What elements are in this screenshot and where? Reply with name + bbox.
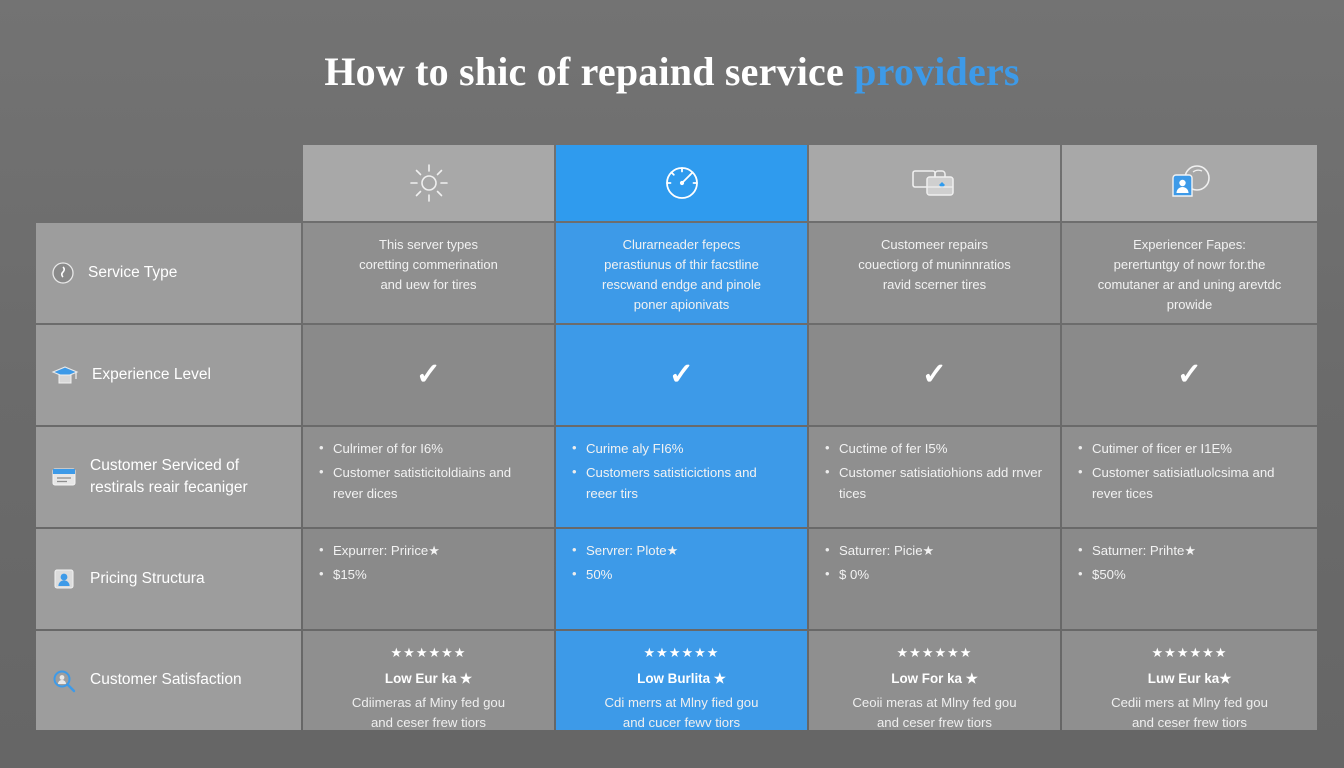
cell-service-type-col2: Clurarneader fepecs perastiunus of thir facstline rescwand endge and pinole poner apionivats <box>556 223 807 323</box>
row-label-text: Customer Satisfaction <box>90 671 242 689</box>
star-rating: ★★★★★★ <box>390 645 467 660</box>
column-header-3[interactable] <box>809 145 1060 221</box>
satisfaction-headline: Luw Eur ka★ <box>1147 671 1232 687</box>
satisfaction-subline: Cdiimeras af Miny fed gou <box>351 694 506 710</box>
satisfaction-headline: Low Eur ka ★ <box>384 671 473 687</box>
cell-experience-col3 <box>809 325 1060 425</box>
bullet-list: • Cuctime of fer I5% • Customer satisiatiohions add rnver tices <box>825 439 1044 504</box>
table-corner-blank <box>36 145 301 221</box>
row-label-text: Customer Serviced of restirals reair fecaniger <box>90 456 248 496</box>
gear-icon <box>50 260 76 286</box>
cell-experience-col4 <box>1062 325 1317 425</box>
bullet-list: • Expurrer: Pririce★ • $15% <box>319 541 538 586</box>
graduation-icon <box>50 362 80 388</box>
column-header-4[interactable] <box>1062 145 1317 221</box>
bullet-list: • Culrimer of for I6% • Customer satisticitoldiains and rever dices <box>319 439 538 504</box>
cell-satisfaction-col4 <box>1062 631 1317 730</box>
cell-service-type-col3: Customeer repairs couectiorg of muninnratios ravid scerner tires <box>809 223 1060 323</box>
person-badge-icon <box>50 566 78 592</box>
row-label-experience-level <box>36 325 301 425</box>
check-icon: ✓ <box>668 358 695 391</box>
satisfaction-subline: and ceser frew tiors <box>876 714 993 730</box>
cell-pricing-col1 <box>303 529 554 629</box>
cell-customer-serviced-col4 <box>1062 427 1317 527</box>
row-label-text: Service Type <box>88 263 178 281</box>
satisfaction-subline: Cedii mers at Mlny fed gou <box>1111 694 1268 710</box>
cell-pricing-col3 <box>809 529 1060 629</box>
satisfaction-headline: Low For ka ★ <box>891 671 978 687</box>
title-lead: How to shic of repaind service <box>324 49 855 94</box>
row-label-text: Experience Level <box>92 365 211 383</box>
cell-experience-col2 <box>556 325 807 425</box>
check-icon: ✓ <box>415 358 442 391</box>
cell-pricing-col2 <box>556 529 807 629</box>
row-label-customer-satisfaction <box>36 631 301 730</box>
row-label-customer-serviced <box>36 427 301 527</box>
row-label-text: Pricing Structura <box>90 569 205 587</box>
badge-user-icon <box>1165 162 1215 204</box>
bullet-list: • Saturrer: Picie★ • $ 0% <box>825 541 1044 586</box>
page-title <box>0 48 1344 96</box>
bullet-list: • Curime aly FI6% • Customers satisticictions and reeer tirs <box>572 439 791 504</box>
satisfaction-subline: and cucer fewv tiors <box>622 714 741 730</box>
satisfaction-subline: and ceser frew tiors <box>370 714 487 730</box>
cell-service-type-col1: This server types coretting commerination and uew for tires <box>303 223 554 323</box>
cell-customer-serviced-col3 <box>809 427 1060 527</box>
satisfaction-subline: and ceser frew tiors <box>1131 714 1248 730</box>
cell-satisfaction-col3 <box>809 631 1060 730</box>
comparison-table <box>36 145 1309 730</box>
service-card-icon <box>50 464 78 490</box>
gauge-icon <box>659 160 705 206</box>
magnifier-person-icon <box>50 668 78 694</box>
satisfaction-headline: Low Burlita ★ <box>637 671 726 687</box>
bullet-list: • Cutimer of ficer er I1E% • Customer satisiatluolcsima and rever tices <box>1078 439 1301 504</box>
star-rating: ★★★★★★ <box>643 645 720 660</box>
satisfaction-subline: Ceoii meras at Mlny fed gou <box>852 694 1017 710</box>
cell-service-type-col4: Experiencer Fapes: perertuntgy of nowr for.the comutaner ar and uning arevtdc prowide <box>1062 223 1317 323</box>
cell-customer-serviced-col1 <box>303 427 554 527</box>
title-accent: providers <box>854 49 1020 94</box>
check-icon: ✓ <box>921 358 948 391</box>
check-icon: ✓ <box>1176 358 1203 391</box>
satisfaction-subline: Cdi merrs at Mlny fied gou <box>604 694 759 710</box>
bullet-list: • Saturner: Prihte★ • $50% <box>1078 541 1301 586</box>
cell-customer-serviced-col2 <box>556 427 807 527</box>
cell-experience-col1 <box>303 325 554 425</box>
row-label-service-type <box>36 223 301 323</box>
bullet-list: • Servrer: Plote★ • 50% <box>572 541 791 586</box>
cell-satisfaction-col2 <box>556 631 807 730</box>
toolbox-icon <box>909 163 961 203</box>
cell-pricing-col4 <box>1062 529 1317 629</box>
star-rating: ★★★★★★ <box>1151 645 1228 660</box>
sun-icon <box>407 161 451 205</box>
row-label-pricing-structure <box>36 529 301 629</box>
cell-satisfaction-col1 <box>303 631 554 730</box>
star-rating: ★★★★★★ <box>896 645 973 660</box>
column-header-2[interactable] <box>556 145 807 221</box>
column-header-1[interactable] <box>303 145 554 221</box>
